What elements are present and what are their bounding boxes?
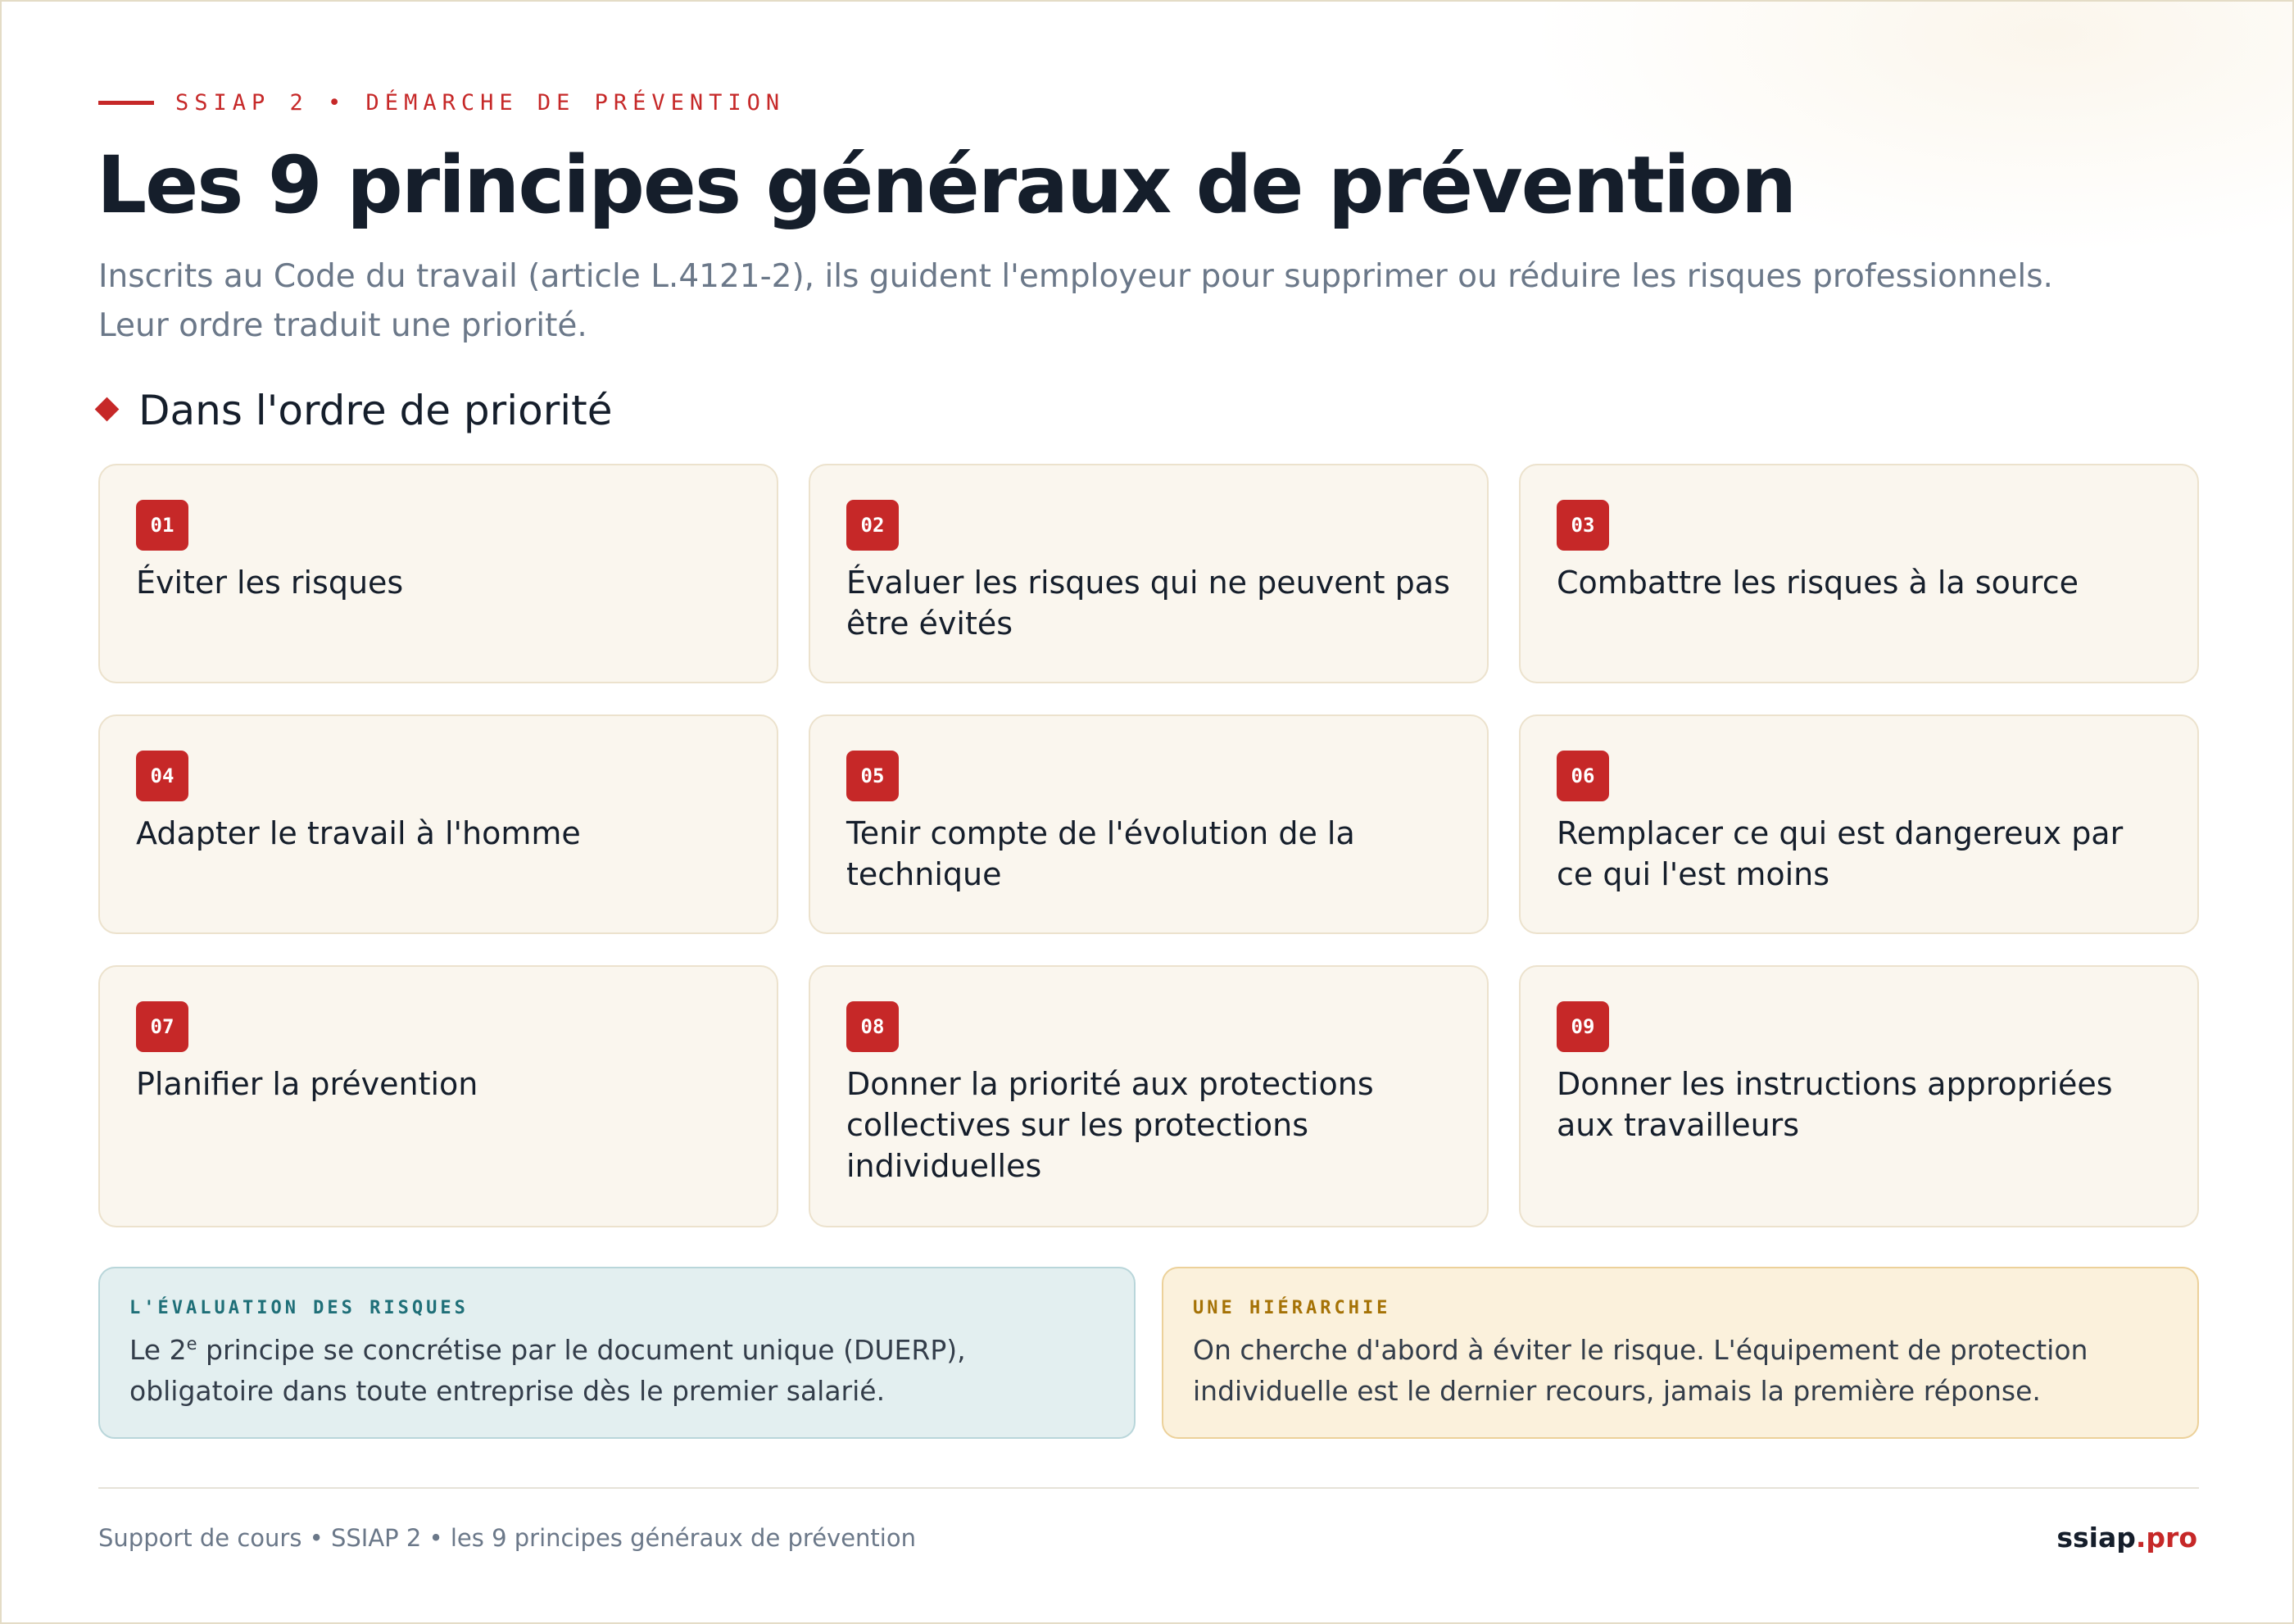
principle-number-badge: 05 xyxy=(846,751,899,801)
principle-number-badge: 07 xyxy=(136,1001,188,1052)
section-title: Dans l'ordre de priorité xyxy=(138,387,613,434)
principle-text: Donner les instructions appropriées aux travailleurs xyxy=(1557,1066,2113,1143)
diamond-icon xyxy=(95,397,120,421)
note-body-start: Le 2 xyxy=(129,1334,187,1366)
note-body: On cherche d'abord à éviter le risque. L'équipement de protection individuelle est le dernier recours, jamais la première réponse. xyxy=(1193,1334,2088,1407)
principle-text: Adapter le travail à l'homme xyxy=(136,815,581,851)
principle-number-badge: 01 xyxy=(136,500,188,551)
risk-evaluation-note xyxy=(98,1267,1136,1439)
brand-name: ssiap xyxy=(2056,1522,2136,1554)
principle-card xyxy=(1519,965,2199,1227)
eyebrow-line xyxy=(98,101,154,105)
note-body-superscript: e xyxy=(186,1334,197,1354)
hierarchy-note xyxy=(1162,1267,2199,1439)
section-heading xyxy=(98,387,613,434)
principle-card xyxy=(98,464,778,683)
principle-text: Planifier la prévention xyxy=(136,1066,478,1102)
principle-text: Combattre les risques à la source xyxy=(1557,565,2079,601)
principle-number-badge: 08 xyxy=(846,1001,899,1052)
note-title: L'ÉVALUATION DES RISQUES xyxy=(129,1298,469,1318)
principle-text: Remplacer ce qui est dangereux par ce qui l'est moins xyxy=(1557,815,2124,892)
principle-number-badge: 04 xyxy=(136,751,188,801)
principle-card xyxy=(809,965,1489,1227)
principle-card xyxy=(98,965,778,1227)
principle-text: Tenir compte de l'évolution de la technique xyxy=(846,815,1355,892)
brand-logo xyxy=(2056,1522,2197,1554)
principle-card xyxy=(809,464,1489,683)
principle-card xyxy=(98,714,778,934)
principle-card xyxy=(1519,464,2199,683)
principle-number-badge: 03 xyxy=(1557,500,1609,551)
principle-card xyxy=(809,714,1489,934)
note-title: UNE HIÉRARCHIE xyxy=(1193,1298,1391,1318)
principle-number-badge: 09 xyxy=(1557,1001,1609,1052)
principle-text: Éviter les risques xyxy=(136,565,404,601)
note-body xyxy=(129,1330,1104,1412)
footer-caption: Support de cours • SSIAP 2 • les 9 principes généraux de prévention xyxy=(98,1524,916,1552)
page-title: Les 9 principes généraux de prévention xyxy=(97,139,1796,231)
footer-divider xyxy=(98,1487,2199,1489)
brand-tld: .pro xyxy=(2135,1522,2197,1554)
principle-number-badge: 02 xyxy=(846,500,899,551)
principle-card xyxy=(1519,714,2199,934)
eyebrow-text: SSIAP 2 • DÉMARCHE DE PRÉVENTION xyxy=(175,90,786,116)
eyebrow xyxy=(98,90,785,116)
principle-text: Évaluer les risques qui ne peuvent pas être évités xyxy=(846,565,1450,642)
principle-number-badge: 06 xyxy=(1557,751,1609,801)
note-body-end: principe se concrétise par le document unique (DUERP), obligatoire dans toute entreprise dès le premier salarié. xyxy=(129,1334,966,1407)
principle-text: Donner la priorité aux protections collectives sur les protections individuelles xyxy=(846,1066,1374,1184)
principles-grid xyxy=(98,464,2199,1227)
page-subtitle: Inscrits au Code du travail (article L.4121-2), ils guident l'employeur pour supprimer ou réduire les risques professionnels. Leur ordre traduit une priorité. xyxy=(98,258,2053,344)
